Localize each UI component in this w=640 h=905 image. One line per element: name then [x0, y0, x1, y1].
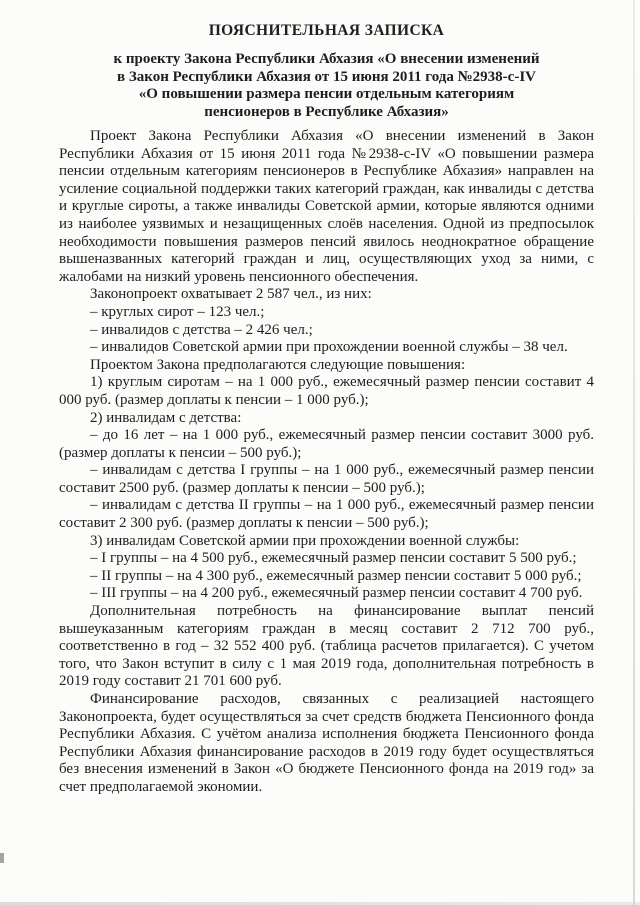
list-item-army-group-3: – III группы – на 4 200 руб., ежемесячный размер пенсии составит 4 700 руб.: [90, 585, 583, 602]
paragraph-coverage-total: Законопроект охватывает 2 587 чел., из них:: [90, 286, 372, 303]
list-item-disabled-childhood-header: 2) инвалидам с детства:: [90, 409, 242, 426]
paragraph-funding-need: Дополнительная потребность на финансирование выплат пенсий вышеуказанным категориям граждан в месяц составит 2 712 700 руб., соответственно в год – 32 552 400 руб. (таблица расчетов прилагается). С учетом того, что Закон вступит в силу с 1 мая 2019 года, дополнительная потребность в 2019 году составит 21 701 600 руб.: [59, 603, 594, 690]
list-item-orphans-increase: 1) круглым сиротам – на 1 000 руб., ежемесячный размер пенсии составит 4 000 руб. (размер доплаты к пенсии – 1 000 руб.);: [59, 374, 594, 408]
list-item-group-2-childhood: – инвалидам с детства II группы – на 1 000 руб., ежемесячный размер пенсии составит 2 300 руб. (размер доплаты к пенсии – 500 руб.);: [59, 497, 594, 532]
list-item-army-group-2: – II группы – на 4 300 руб., ежемесячный размер пенсии составит 5 000 руб.;: [90, 567, 582, 584]
subtitle-line-2: в Закон Республики Абхазия от 15 июня 2011 года №2938-с-IV: [116, 68, 536, 85]
paragraph-increases-intro: Проектом Закона предполагаются следующие повышения:: [90, 356, 466, 373]
subtitle-line-3: «О повышении размера пенсии отдельным категориям: [138, 86, 515, 102]
list-item-under-16: – до 16 лет – на 1 000 руб., ежемесячный размер пенсии составит 3000 руб. (размер доплаты к пенсии – 500 руб.);: [59, 427, 594, 461]
subtitle-line-1: к проекту Закона Республики Абхазия «О внесении изменений: [113, 51, 540, 67]
scan-artifact-speck: [0, 853, 4, 863]
list-item-disabled-childhood-count: – инвалидов с детства – 2 426 чел.;: [90, 321, 313, 338]
document-body: [59, 128, 594, 797]
list-item-group-1-childhood: – инвалидам с детства I группы – на 1 000 руб., ежемесячный размер пенсии составит 2500 руб. (размер доплаты к пенсии – 500 руб.);: [59, 462, 594, 496]
document-subtitle: [59, 51, 594, 121]
paragraph-intro: Проект Закона Республики Абхазия «О внесении изменений в Закон Республики Абхазия от 15 июня 2011 года №2938-с-IV «О повышении размера пенсии отдельным категориям пенсионеров в Республике Абхазия» направлен на усиление социальной поддержки таких категорий граждан, как инвалиды с детства и круглые сироты, а также инвалиды Советской армии, которые являются одними из наиболее уязвимых и незащищенных слоёв населения. Одной из предпосылок необходимости повышения размеров пенсий явилось неоднократное обращение вышеназванных категорий граждан и лиц, осуществляющих уход за ними, с жалобами на низкий уровень пенсионного обеспечения.: [59, 128, 594, 285]
list-item-soviet-army-count: – инвалидов Советской армии при прохождении военной службы – 38 чел.: [90, 339, 568, 356]
subtitle-line-4: пенсионеров в Республике Абхазия»: [204, 103, 449, 120]
list-item-soviet-army-header: 3) инвалидам Советской армии при прохождении военной службы:: [90, 532, 520, 549]
list-item-orphans-count: – круглых сирот – 123 чел.;: [90, 303, 265, 320]
document-title: ПОЯСНИТЕЛЬНАЯ ЗАПИСКА: [208, 22, 445, 39]
paragraph-funding-source: Финансирование расходов, связанных с реализацией настоящего Законопроекта, будет осуществляться за счет средств бюджета Пенсионного фонда Республики Абхазия. С учётом анализа исполнения бюджета Пенсионного фонда Республики Абхазия финансирование расходов в 2019 году будет осуществляться без внесения изменений в Закон «О бюджете Пенсионного фонда на 2019 год» за счет предполагаемой экономии.: [59, 691, 594, 795]
list-item-army-group-1: – I группы – на 4 500 руб., ежемесячный размер пенсии составит 5 500 руб.;: [90, 550, 577, 567]
scan-artifact-right-edge: [633, 0, 635, 905]
